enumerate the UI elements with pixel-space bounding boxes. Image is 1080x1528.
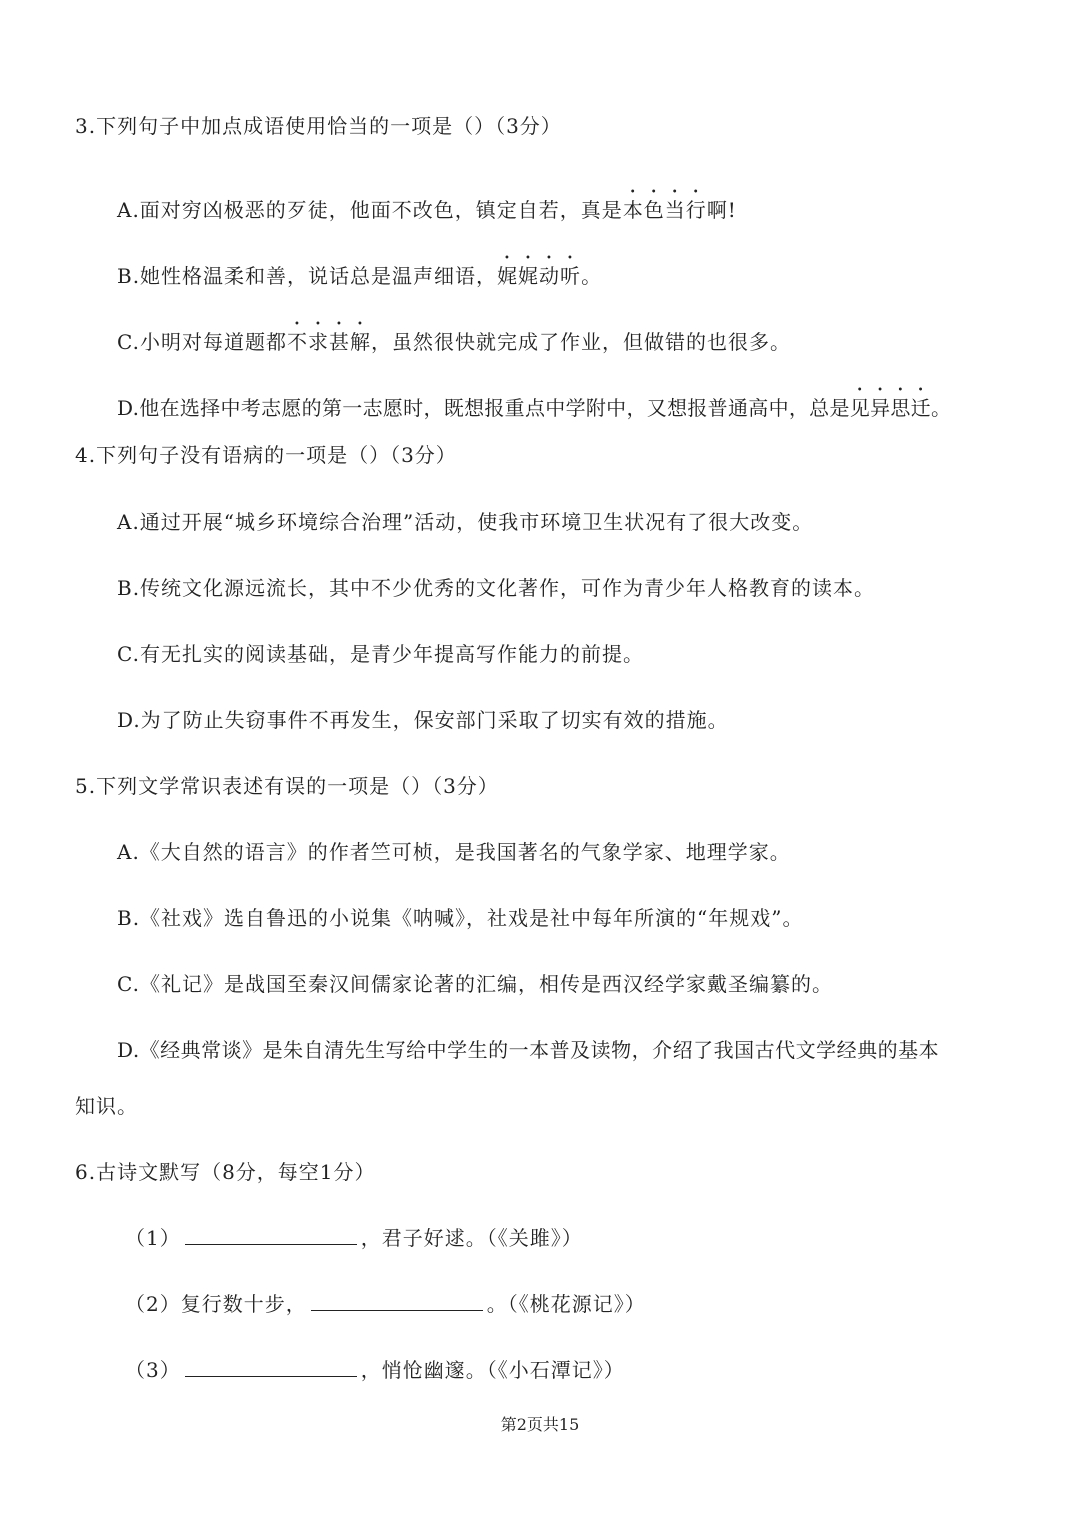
question-4-option-b: B.传统文化源远流长，其中不少优秀的文化著作，可作为青少年人格教育的读本。 xyxy=(117,576,876,600)
question-5-option-b: B.《社戏》选自鲁迅的小说集《呐喊》，社戏是社中每年所演的“年规戏”。 xyxy=(117,906,804,930)
question-4-option-c: C.有无扎实的阅读基础，是青少年提高写作能力的前提。 xyxy=(117,642,644,666)
answer-blank[interactable] xyxy=(185,1224,357,1245)
question-4-stem: 4.下列句子没有语病的一项是（）（3分） xyxy=(75,443,457,467)
question-6-stem: 6.古诗文默写（8分，每空1分） xyxy=(75,1160,376,1184)
question-3-stem: 3.下列句子中加点成语使用恰当的一项是（）（3分） xyxy=(75,114,562,138)
question-5-option-d-continued: 知识。 xyxy=(75,1094,138,1118)
emphasized-idiom: 本色当行 xyxy=(622,198,707,222)
answer-blank[interactable] xyxy=(185,1356,357,1377)
page-footer: 第2页共15 xyxy=(500,1415,580,1434)
question-3-option-d: D.他在选择中考志愿的第一志愿时，既想报重点中学附中，又想报普通高中，总是见异思迁。 xyxy=(117,396,952,420)
emphasized-idiom: 娓娓动听 xyxy=(497,264,582,288)
question-3-option-a: A.面对穷凶极恶的歹徒，他面不改色，镇定自若，真是本色当行啊! xyxy=(117,198,737,222)
question-5-option-c: C.《礼记》是战国至秦汉间儒家论著的汇编，相传是西汉经学家戴圣编纂的。 xyxy=(117,972,833,996)
answer-blank[interactable] xyxy=(311,1290,483,1311)
question-6-item-3: （3） ，悄怆幽邃。（《小石潭记》） xyxy=(125,1358,625,1382)
question-5-stem: 5.下列文学常识表述有误的一项是（）（3分） xyxy=(75,774,499,798)
question-4-option-a: A.通过开展“城乡环境综合治理”活动，使我市环境卫生状况有了很大改变。 xyxy=(117,510,814,534)
question-5-option-d: D.《经典常谈》是朱自清先生写给中学生的一本普及读物，介绍了我国古代文学经典的基本 xyxy=(117,1038,940,1062)
question-6-item-2: （2）复行数十步， 。（《桃花源记》） xyxy=(125,1292,646,1316)
question-3-option-c: C.小明对每道题都不求甚解，虽然很快就完成了作业，但做错的也很多。 xyxy=(117,330,791,354)
question-4-option-d: D.为了防止失窃事件不再发生，保安部门采取了切实有效的措施。 xyxy=(117,708,729,732)
emphasized-idiom: 见异思迁 xyxy=(849,396,931,420)
question-6-item-1: （1） ，君子好逑。（《关雎》） xyxy=(125,1226,583,1250)
question-3-option-b: B.她性格温柔和善，说话总是温声细语，娓娓动听。 xyxy=(117,264,603,288)
emphasized-idiom: 不求甚解 xyxy=(286,330,371,354)
question-5-option-a: A.《大自然的语言》的作者竺可桢，是我国著名的气象学家、地理学家。 xyxy=(117,840,791,864)
